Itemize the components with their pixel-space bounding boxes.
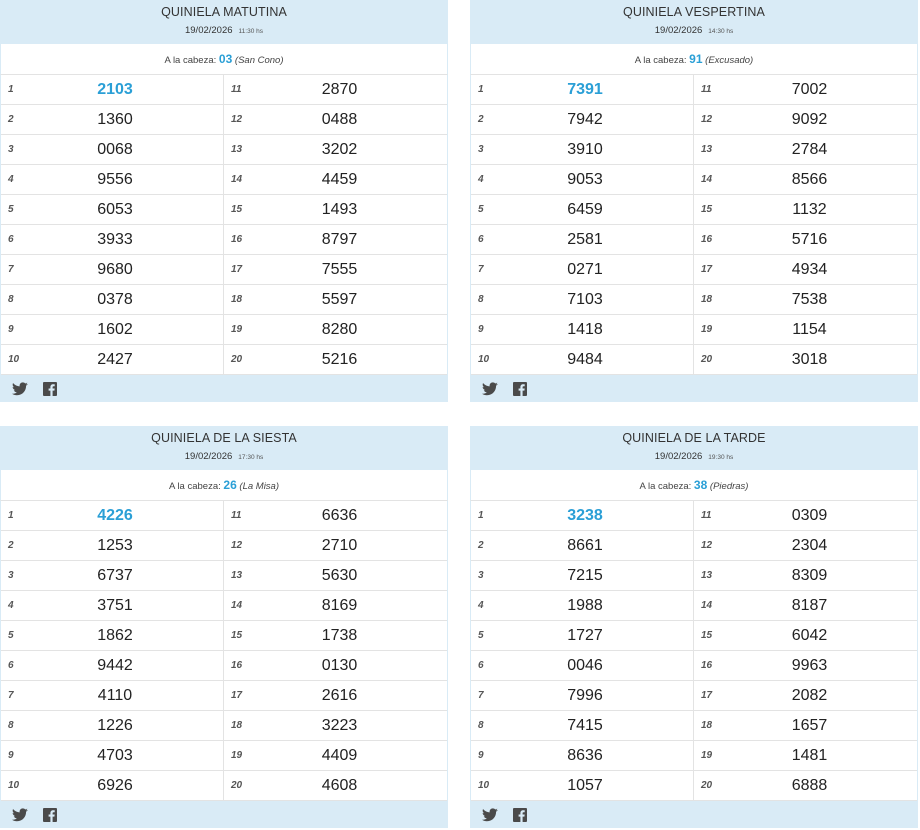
result-number: 7391 (567, 81, 603, 98)
draw-date-value: 19/02/2026 (184, 451, 233, 462)
result-number: 3751 (97, 597, 133, 614)
facebook-icon[interactable] (513, 382, 527, 396)
result-number: 7555 (321, 261, 358, 278)
result-cell (694, 195, 917, 225)
result-cell (1, 255, 224, 285)
result-cell (471, 591, 694, 621)
result-position: 6 (478, 234, 484, 245)
result-position: 2 (478, 540, 484, 551)
result-cell (471, 681, 694, 711)
result-number: 0309 (791, 507, 828, 524)
result-cell (1, 501, 224, 531)
result-cell (1, 345, 224, 375)
result-cell (471, 531, 694, 561)
result-cell (224, 771, 447, 801)
result-number: 6888 (791, 777, 828, 794)
result-position: 3 (478, 144, 484, 155)
result-cell (224, 651, 447, 681)
result-number: 3910 (567, 141, 603, 158)
result-position: 11 (701, 84, 712, 95)
result-position: 13 (701, 144, 713, 155)
result-number: 1154 (792, 321, 827, 338)
result-position: 16 (701, 660, 713, 671)
results-panel (470, 0, 918, 406)
result-position: 3 (8, 144, 14, 155)
result-cell (1, 531, 224, 561)
result-number: 1226 (97, 717, 133, 734)
result-position: 7 (478, 264, 484, 275)
result-number: 8797 (321, 231, 358, 248)
panel-header (470, 426, 918, 470)
result-cell (1, 741, 224, 771)
facebook-icon[interactable] (43, 808, 57, 822)
cabeza-line (0, 470, 448, 500)
cabeza-label: A la cabeza: (639, 481, 692, 492)
result-cell (694, 621, 917, 651)
result-cell (1, 195, 224, 225)
result-cell (224, 501, 447, 531)
results-grid (0, 500, 448, 801)
facebook-icon[interactable] (43, 382, 57, 396)
panel-title: QUINIELA DE LA SIESTA (151, 431, 297, 445)
result-number: 9680 (97, 261, 133, 278)
result-number: 2870 (321, 81, 358, 98)
result-number: 9442 (97, 657, 133, 674)
cabeza-label: A la cabeza: (634, 55, 687, 66)
cabeza-number: 26 (223, 478, 237, 492)
result-number: 6053 (97, 201, 133, 218)
result-number: 6042 (791, 627, 828, 644)
result-cell (694, 255, 917, 285)
result-position: 11 (231, 510, 242, 521)
result-cell (1, 681, 224, 711)
result-cell (1, 315, 224, 345)
result-position: 8 (478, 720, 484, 731)
result-position: 9 (8, 750, 14, 761)
result-cell (694, 105, 917, 135)
result-cell (471, 315, 694, 345)
result-cell (1, 591, 224, 621)
result-cell (224, 75, 447, 105)
result-number: 4110 (97, 687, 133, 704)
result-position: 20 (701, 354, 713, 365)
result-cell (224, 345, 447, 375)
result-position: 14 (231, 174, 243, 185)
result-cell (224, 135, 447, 165)
result-number: 8169 (321, 597, 358, 614)
result-cell (694, 75, 917, 105)
result-position: 15 (701, 630, 713, 641)
result-cell (1, 771, 224, 801)
result-number: 7996 (567, 687, 603, 704)
twitter-icon[interactable] (12, 382, 28, 396)
result-position: 15 (231, 204, 243, 215)
share-bar (470, 375, 918, 402)
result-cell (224, 741, 447, 771)
cabeza-number: 38 (693, 478, 708, 492)
result-number: 8661 (567, 537, 603, 554)
result-number: 0488 (321, 111, 358, 128)
result-number: 0130 (321, 657, 358, 674)
result-position: 14 (701, 174, 713, 185)
result-position: 10 (8, 354, 20, 365)
result-position: 6 (8, 660, 14, 671)
panel-header (0, 426, 448, 470)
cabeza-line (0, 44, 448, 74)
cabeza-number: 91 (689, 52, 703, 66)
result-cell (224, 531, 447, 561)
result-number: 1360 (97, 111, 133, 128)
cabeza-number: 03 (218, 52, 233, 66)
result-cell (694, 501, 917, 531)
result-position: 1 (478, 510, 484, 521)
result-position: 14 (231, 600, 243, 611)
result-cell (224, 621, 447, 651)
result-number: 2710 (321, 537, 358, 554)
result-cell (694, 771, 917, 801)
twitter-icon[interactable] (482, 382, 498, 396)
result-cell (694, 225, 917, 255)
result-cell (224, 225, 447, 255)
result-cell (471, 345, 694, 375)
result-number: 2427 (97, 351, 133, 368)
result-cell (471, 75, 694, 105)
result-position: 17 (701, 264, 713, 275)
result-position: 17 (701, 690, 713, 701)
result-position: 12 (701, 540, 713, 551)
result-position: 19 (231, 750, 243, 761)
result-cell (1, 651, 224, 681)
result-number: 6737 (97, 567, 133, 584)
result-number: 5630 (321, 567, 358, 584)
result-number: 1862 (97, 627, 133, 644)
result-number: 1132 (792, 201, 827, 218)
result-number: 1253 (97, 537, 133, 554)
result-number: 3933 (97, 231, 133, 248)
result-cell (1, 711, 224, 741)
result-cell (471, 621, 694, 651)
result-position: 8 (478, 294, 484, 305)
result-position: 16 (701, 234, 713, 245)
result-position: 2 (8, 114, 14, 125)
result-number: 1057 (567, 777, 603, 794)
result-cell (1, 621, 224, 651)
share-bar (0, 375, 448, 402)
draw-time: 17:30 hs (238, 454, 264, 461)
result-position: 20 (231, 780, 243, 791)
result-number: 8187 (791, 597, 828, 614)
result-number: 6926 (97, 777, 133, 794)
result-position: 7 (478, 690, 484, 701)
result-cell (694, 741, 917, 771)
result-number: 5597 (321, 291, 358, 308)
share-bar (470, 801, 918, 828)
panel-header (0, 0, 448, 44)
result-number: 7215 (567, 567, 603, 584)
result-cell (694, 681, 917, 711)
result-number: 2616 (321, 687, 358, 704)
result-cell (224, 165, 447, 195)
result-position: 7 (8, 264, 14, 275)
result-position: 13 (231, 144, 243, 155)
draw-date-value: 19/02/2026 (654, 25, 703, 36)
result-cell (694, 135, 917, 165)
panel-header (470, 0, 918, 44)
result-number: 2784 (791, 141, 828, 158)
facebook-icon[interactable] (513, 808, 527, 822)
result-number: 0271 (567, 261, 603, 278)
result-number: 7415 (567, 717, 603, 734)
result-position: 14 (701, 600, 713, 611)
result-cell (471, 255, 694, 285)
result-position: 12 (701, 114, 713, 125)
result-number: 3018 (791, 351, 828, 368)
result-number: 4459 (321, 171, 358, 188)
results-panel (470, 426, 918, 830)
results-panel (0, 0, 448, 406)
result-position: 8 (8, 294, 14, 305)
result-position: 15 (231, 630, 243, 641)
result-position: 18 (701, 294, 713, 305)
result-position: 19 (701, 324, 713, 335)
result-position: 12 (231, 540, 243, 551)
result-cell (694, 711, 917, 741)
result-position: 18 (231, 294, 243, 305)
result-position: 9 (478, 750, 484, 761)
result-position: 13 (701, 570, 713, 581)
result-position: 10 (478, 354, 490, 365)
result-position: 5 (478, 204, 484, 215)
result-number: 7002 (791, 81, 828, 98)
result-cell (694, 165, 917, 195)
result-position: 18 (701, 720, 713, 731)
result-number: 9053 (567, 171, 603, 188)
result-number: 4608 (321, 777, 358, 794)
cabeza-name: (Piedras) (709, 481, 749, 492)
result-position: 11 (231, 84, 242, 95)
result-cell (1, 135, 224, 165)
result-number: 8636 (567, 747, 603, 764)
result-position: 20 (701, 780, 713, 791)
result-number: 1657 (791, 717, 828, 734)
result-position: 1 (8, 510, 14, 521)
result-cell (694, 345, 917, 375)
cabeza-line (470, 44, 918, 74)
draw-time: 11:30 hs (238, 28, 263, 35)
cabeza-name: (San Cono) (234, 55, 284, 66)
result-position: 7 (8, 690, 14, 701)
result-cell (471, 165, 694, 195)
result-position: 19 (701, 750, 713, 761)
result-number: 6459 (567, 201, 603, 218)
share-bar (0, 801, 448, 828)
result-position: 17 (231, 264, 243, 275)
result-cell (224, 195, 447, 225)
result-number: 4934 (791, 261, 828, 278)
result-position: 16 (231, 660, 243, 671)
result-cell (1, 285, 224, 315)
result-number: 1602 (97, 321, 133, 338)
result-number: 1481 (791, 747, 828, 764)
result-cell (471, 741, 694, 771)
twitter-icon[interactable] (482, 808, 498, 822)
draw-date (470, 451, 918, 464)
result-position: 5 (478, 630, 484, 641)
result-number: 3202 (321, 141, 358, 158)
result-number: 7942 (567, 111, 603, 128)
result-number: 9484 (567, 351, 603, 368)
panel-title: QUINIELA VESPERTINA (623, 5, 765, 19)
result-number: 8280 (321, 321, 358, 338)
result-position: 6 (8, 234, 14, 245)
result-position: 20 (231, 354, 243, 365)
result-cell (224, 315, 447, 345)
cabeza-label: A la cabeza: (164, 55, 217, 66)
result-position: 4 (478, 600, 484, 611)
result-number: 0046 (567, 657, 603, 674)
result-number: 0378 (97, 291, 133, 308)
result-position: 3 (8, 570, 14, 581)
result-number: 1493 (321, 201, 358, 218)
result-position: 13 (231, 570, 243, 581)
result-position: 2 (478, 114, 484, 125)
result-cell (694, 591, 917, 621)
result-cell (471, 225, 694, 255)
result-cell (224, 285, 447, 315)
result-number: 0068 (97, 141, 133, 158)
result-number: 2581 (567, 231, 603, 248)
panel-title: QUINIELA MATUTINA (161, 5, 287, 19)
result-number: 1418 (567, 321, 603, 338)
result-cell (471, 105, 694, 135)
result-position: 16 (231, 234, 243, 245)
cabeza-line (470, 470, 918, 500)
results-panel (0, 426, 448, 830)
result-cell (694, 651, 917, 681)
result-cell (1, 165, 224, 195)
result-number: 1988 (567, 597, 603, 614)
results-grid (470, 500, 918, 801)
result-number: 2082 (791, 687, 828, 704)
results-grid (470, 74, 918, 375)
result-cell (224, 711, 447, 741)
result-number: 7538 (791, 291, 828, 308)
result-cell (694, 315, 917, 345)
result-cell (224, 561, 447, 591)
result-position: 9 (8, 324, 14, 335)
result-number: 2304 (791, 537, 828, 554)
draw-date-value: 19/02/2026 (184, 25, 233, 36)
result-number: 5716 (791, 231, 828, 248)
result-position: 5 (8, 204, 14, 215)
result-number: 3223 (321, 717, 358, 734)
result-number: 1738 (321, 627, 358, 644)
result-number: 4226 (97, 507, 133, 524)
draw-time: 19:30 hs (708, 454, 734, 461)
result-number: 4409 (321, 747, 358, 764)
result-cell (224, 591, 447, 621)
result-number: 8309 (791, 567, 828, 584)
result-position: 1 (478, 84, 484, 95)
result-position: 4 (8, 174, 14, 185)
result-position: 15 (701, 204, 713, 215)
result-cell (471, 771, 694, 801)
result-cell (1, 561, 224, 591)
result-position: 17 (231, 690, 243, 701)
result-position: 6 (478, 660, 484, 671)
result-position: 18 (231, 720, 243, 731)
result-position: 12 (231, 114, 243, 125)
result-cell (694, 285, 917, 315)
result-position: 11 (701, 510, 712, 521)
result-number: 8566 (791, 171, 828, 188)
result-position: 9 (478, 324, 484, 335)
result-position: 2 (8, 540, 14, 551)
draw-date-value: 19/02/2026 (654, 451, 703, 462)
result-number: 9092 (791, 111, 828, 128)
results-grid (0, 74, 448, 375)
result-cell (1, 75, 224, 105)
result-cell (471, 195, 694, 225)
draw-time: 14:30 hs (708, 28, 734, 35)
cabeza-name: (Excusado) (705, 55, 754, 66)
result-cell (224, 255, 447, 285)
result-number: 7103 (567, 291, 603, 308)
result-position: 10 (478, 780, 490, 791)
result-position: 3 (478, 570, 484, 581)
result-position: 19 (231, 324, 243, 335)
result-cell (224, 681, 447, 711)
result-position: 1 (8, 84, 14, 95)
result-position: 8 (8, 720, 14, 731)
result-number: 6636 (321, 507, 358, 524)
result-cell (471, 135, 694, 165)
cabeza-label: A la cabeza: (169, 481, 221, 492)
result-cell (1, 105, 224, 135)
result-number: 5216 (321, 351, 358, 368)
draw-date (0, 451, 448, 464)
result-position: 10 (8, 780, 20, 791)
result-position: 5 (8, 630, 14, 641)
result-number: 3238 (567, 507, 603, 524)
result-position: 4 (478, 174, 484, 185)
cabeza-name: (La Misa) (239, 481, 279, 492)
result-cell (224, 105, 447, 135)
result-cell (694, 561, 917, 591)
panel-title: QUINIELA DE LA TARDE (622, 431, 766, 445)
result-cell (471, 561, 694, 591)
twitter-icon[interactable] (12, 808, 28, 822)
result-cell (471, 651, 694, 681)
result-number: 2103 (97, 81, 133, 98)
result-number: 9963 (791, 657, 828, 674)
result-number: 4703 (97, 747, 133, 764)
result-position: 4 (8, 600, 14, 611)
result-cell (694, 531, 917, 561)
result-cell (471, 285, 694, 315)
result-number: 9556 (97, 171, 133, 188)
draw-date (470, 25, 918, 38)
result-number: 1727 (567, 627, 603, 644)
draw-date (0, 25, 448, 38)
result-cell (1, 225, 224, 255)
result-cell (471, 501, 694, 531)
result-cell (471, 711, 694, 741)
